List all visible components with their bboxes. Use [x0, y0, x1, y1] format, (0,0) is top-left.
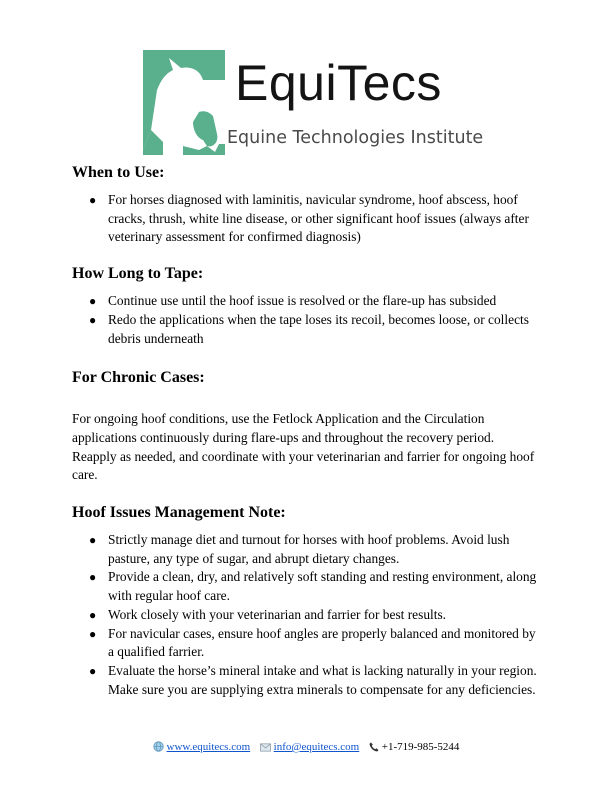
bullet-icon: ●	[89, 607, 97, 622]
bullet-icon: ●	[89, 663, 97, 678]
list-item: ● Redo the applications when the tape loses its recoil, becomes loose, or collects debris underneath	[89, 311, 529, 346]
phone-number: +1-719-985-5244	[381, 741, 460, 753]
brand-tagline: Equine Technologies Institute	[227, 128, 484, 148]
list-item: ● Continue use until the hoof issue is resolved or the flare-up has subsided	[72, 292, 540, 311]
section-heading-management-note: Hoof Issues Management Note:	[72, 504, 286, 522]
when-to-use-list	[72, 191, 540, 247]
section-heading-when-to-use: When to Use:	[72, 164, 165, 181]
list-item: ● Work closely with your veterinarian and farrier for best results.	[72, 606, 540, 625]
document-body	[72, 160, 540, 699]
list-item: ● Strictly manage diet and turnout for horses with hoof problems. Avoid lush pasture, any type of sugar, and abrupt dietary changes.	[89, 532, 510, 566]
website-link[interactable]: www.equitecs.com	[166, 741, 251, 753]
bullet-icon: ●	[89, 312, 97, 327]
bullet-icon: ●	[89, 570, 97, 585]
brand-logo	[143, 50, 483, 155]
phone-icon	[369, 742, 379, 752]
how-long-list	[72, 292, 540, 348]
email-link[interactable]: info@equitecs.com	[273, 741, 360, 753]
bullet-icon: ●	[89, 193, 97, 207]
management-note-list	[72, 531, 540, 699]
list-item: ● Evaluate the horse’s mineral intake and what is lacking naturally in your region. Make sure you are supplying extra minerals to compensate for any deficiencies.	[89, 662, 537, 697]
bullet-icon: ●	[89, 626, 97, 641]
envelope-icon	[260, 743, 271, 752]
brand-name: EquiTecs	[235, 55, 442, 111]
bullet-icon: ●	[89, 294, 97, 309]
chronic-cases-paragraph: For ongoing hoof conditions, use the Fetlock Application and the Circulation applications continuously during flare-ups and throughout the recovery period. Reapply as needed, and coordinate with your veterinarian and farrier for ongoing hoof care.	[72, 411, 535, 483]
list-item: ● For horses diagnosed with laminitis, navicular syndrome, hoof abscess, hoof cracks, thrush, white line disease, or other significant hoof issues (always after veterinary assessment for confirmed diagnosis)	[89, 192, 529, 245]
globe-icon	[153, 741, 164, 752]
bullet-icon: ●	[89, 533, 97, 548]
section-heading-how-long-to-tape: How Long to Tape:	[72, 265, 204, 283]
horse-logo-icon	[143, 50, 225, 155]
section-heading-chronic-cases: For Chronic Cases:	[72, 369, 205, 387]
list-item: ● Provide a clean, dry, and relatively soft standing and resting environment, along with regular hoof care.	[89, 569, 537, 604]
list-item: ● For navicular cases, ensure hoof angles are properly balanced and monitored by a qualified farrier.	[89, 625, 536, 660]
page-footer	[0, 741, 612, 753]
